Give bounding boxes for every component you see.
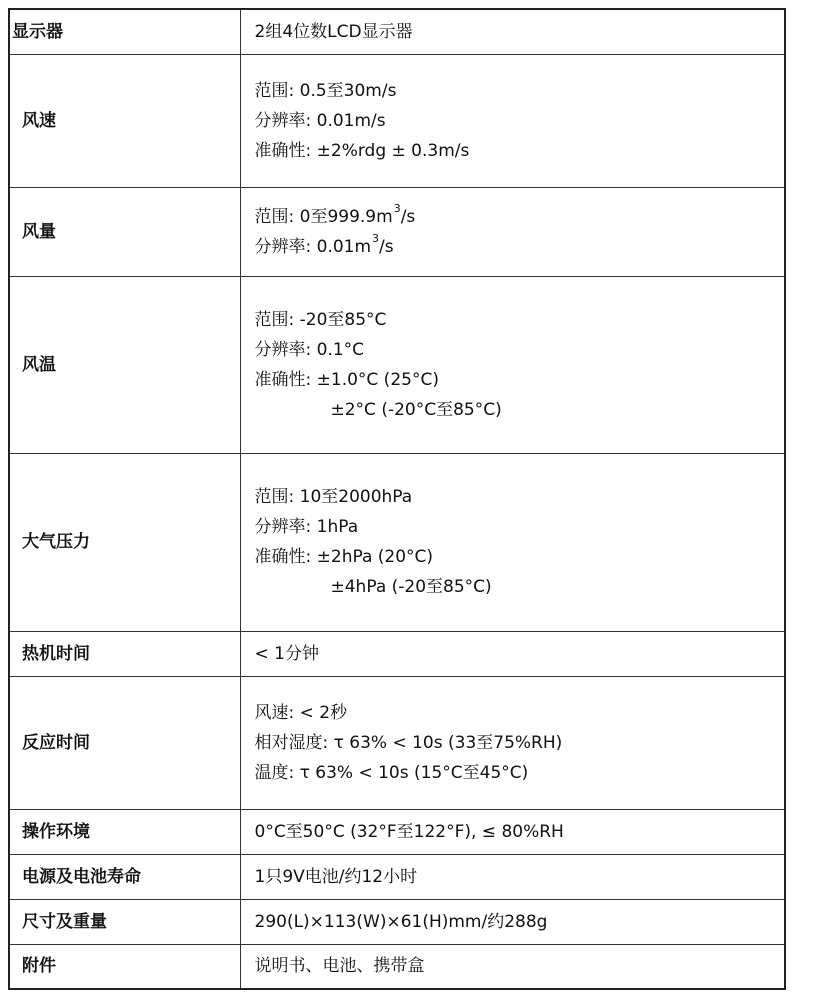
value-line: 准确性: ±1.0°C (25°C) bbox=[254, 369, 439, 390]
value-line: 风速: < 2秒 bbox=[254, 702, 348, 723]
row-label: 反应时间 bbox=[9, 676, 240, 809]
value-line: 0°C至50°C (32°F至122°F), ≤ 80%RH bbox=[254, 821, 564, 842]
value-line: ±4hPa (-20至85°C) bbox=[330, 577, 492, 597]
row-label: 附件 bbox=[9, 944, 240, 989]
row-value bbox=[240, 854, 785, 899]
value-line: 准确性: ±2%rdg ± 0.3m/s bbox=[254, 140, 470, 161]
value-line: 分辨率: 0.01m/s bbox=[254, 110, 386, 131]
row-value bbox=[240, 54, 785, 187]
value-line: 分辨率: 1hPa bbox=[254, 517, 359, 537]
row-label: 操作环境 bbox=[9, 809, 240, 854]
row-value bbox=[240, 676, 785, 809]
table-row bbox=[9, 809, 785, 854]
row-value bbox=[240, 187, 785, 276]
row-value bbox=[240, 631, 785, 676]
table-row bbox=[9, 854, 785, 899]
spec-table bbox=[8, 8, 786, 990]
row-label: 电源及电池寿命 bbox=[9, 854, 240, 899]
row-value bbox=[240, 899, 785, 944]
value-line: ±2°C (-20°C至85°C) bbox=[330, 399, 502, 420]
value-text: /s bbox=[379, 236, 394, 257]
superscript: 3 bbox=[393, 201, 401, 215]
row-value bbox=[240, 9, 785, 54]
row-value bbox=[240, 944, 785, 989]
row-label: 风速 bbox=[9, 54, 240, 187]
value-line bbox=[255, 202, 785, 232]
value-text: 范围: 0至999.9m bbox=[254, 206, 393, 227]
table-row bbox=[9, 9, 785, 54]
value-line: 范围: 0.5至30m/s bbox=[254, 80, 397, 101]
table-row bbox=[9, 187, 785, 276]
value-line: 2组4位数LCD显示器 bbox=[254, 21, 413, 42]
value-line: 说明书、电池、携带盒 bbox=[254, 956, 425, 977]
value-line: < 1分钟 bbox=[254, 643, 319, 664]
value-line: 290(L)×113(W)×61(H)mm/约288g bbox=[254, 911, 548, 932]
value-line: 分辨率: 0.1°C bbox=[254, 339, 365, 360]
table-row bbox=[9, 944, 785, 989]
row-label: 风温 bbox=[9, 276, 240, 453]
value-line bbox=[255, 232, 785, 262]
value-line: 1只9V电池/约12小时 bbox=[254, 866, 418, 887]
superscript: 3 bbox=[372, 231, 380, 245]
value-line: 范围: 10至2000hPa bbox=[254, 487, 413, 507]
row-value bbox=[240, 453, 785, 631]
table-row bbox=[9, 631, 785, 676]
value-text: 分辨率: 0.01m bbox=[254, 236, 372, 257]
value-line: 范围: -20至85°C bbox=[254, 309, 387, 330]
value-line: 温度: τ 63% < 10s (15°C至45°C) bbox=[254, 762, 529, 783]
value-line: 准确性: ±2hPa (20°C) bbox=[254, 547, 434, 567]
row-label: 大气压力 bbox=[9, 453, 240, 631]
row-label: 显示器 bbox=[9, 9, 240, 54]
row-value bbox=[240, 276, 785, 453]
value-text: /s bbox=[400, 206, 416, 227]
row-value bbox=[240, 809, 785, 854]
table-row bbox=[9, 54, 785, 187]
value-line: 相对湿度: τ 63% < 10s (33至75%RH) bbox=[254, 732, 563, 753]
table-row bbox=[9, 276, 785, 453]
table-row bbox=[9, 676, 785, 809]
table-row bbox=[9, 453, 785, 631]
row-label: 热机时间 bbox=[9, 631, 240, 676]
table-row bbox=[9, 899, 785, 944]
row-label: 风量 bbox=[9, 187, 240, 276]
row-label: 尺寸及重量 bbox=[9, 899, 240, 944]
